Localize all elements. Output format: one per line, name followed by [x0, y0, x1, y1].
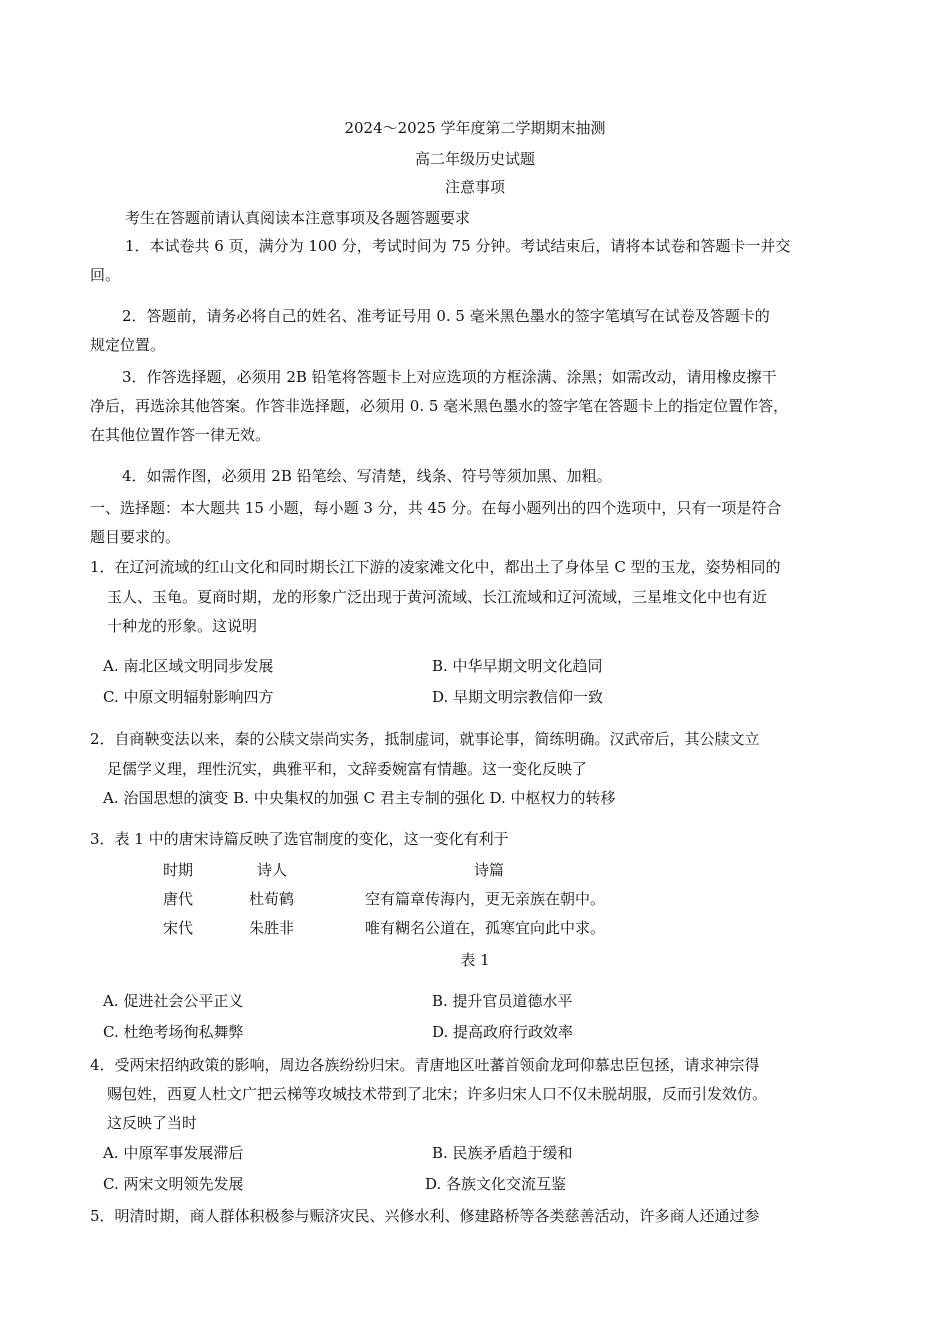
question-1-option-d: D. 早期文明宗教信仰一致 [432, 688, 604, 706]
question-1-text: 1．在辽河流域的红山文化和同时期长江下游的凌家滩文化中，都出土了身体呈 C 型的玉龙，姿势相同的 [90, 558, 781, 576]
question-4-option-c: C. 两宋文明领先发展 [103, 1175, 244, 1193]
exam-title: 2024～2025 学年度第二学期期末抽测 [344, 119, 606, 137]
notice-item-1-cont: 回。 [90, 266, 121, 284]
question-1-option-a: A. 南北区域文明同步发展 [103, 657, 274, 675]
table-header-poet: 诗人 [257, 861, 288, 879]
table-cell: 宋代 [163, 919, 194, 937]
question-2-text-cont: 足儒学义理，理性沉实，典雅平和，文辞委婉富有情趣。这一变化反映了 [107, 760, 588, 778]
notice-intro: 考生在答题前请认真阅读本注意事项及各题答题要求 [125, 209, 471, 227]
exam-subtitle: 高二年级历史试题 [414, 150, 535, 168]
notice-item-3: 3．作答选择题，必须用 2B 铅笔将答题卡上对应选项的方框涂满、涂黑；如需改动，请用橡皮擦干 [122, 368, 777, 386]
notice-item-3-cont2: 在其他位置作答一律无效。 [90, 426, 271, 444]
question-3-option-b: B. 提升官员道德水平 [432, 992, 573, 1010]
question-1-text-cont2: 十种龙的形象。这说明 [107, 617, 258, 635]
table-cell: 杜荀鹤 [249, 890, 295, 908]
question-1-text-cont: 玉人、玉龟。夏商时期，龙的形象广泛出现于黄河流域、长江流域和辽河流域，三星堆文化中也有近 [107, 588, 768, 606]
question-4-text-cont: 赐包姓，西夏人杜文广把云梯等攻城技术带到了北宋；许多归宋人口不仅未脱胡服，反而引发效仿。 [107, 1085, 768, 1103]
question-2-text: 2．自商鞅变法以来，秦的公牍文崇尚实务，抵制虚词，就事论事，简练明确。汉武帝后，其公牍文立 [90, 730, 760, 748]
question-1-option-b: B. 中华早期文明文化趋同 [432, 657, 603, 675]
question-4-text: 4．受两宋招纳政策的影响，周边各族纷纷归宋。青唐地区吐蕃首领俞龙珂仰慕忠臣包拯，请求神宗得 [90, 1056, 760, 1074]
table-header-period: 时期 [163, 861, 194, 879]
question-1-option-c: C. 中原文明辐射影响四方 [103, 688, 274, 706]
question-3-option-a: A. 促进社会公平正义 [103, 992, 244, 1010]
question-4-option-d: D. 各族文化交流互鉴 [425, 1175, 567, 1193]
question-3-option-c: C. 杜绝考场徇私舞弊 [103, 1023, 244, 1041]
table-cell: 唐代 [163, 890, 194, 908]
question-3-text: 3．表 1 中的唐宋诗篇反映了选官制度的变化，这一变化有利于 [90, 830, 509, 848]
section-heading: 一、选择题：本大题共 15 小题，每小题 3 分，共 45 分。在每小题列出的四个选项中，只有一项是符合 [90, 499, 782, 517]
notice-item-2-cont: 规定位置。 [90, 336, 166, 354]
question-4-option-b: B. 民族矛盾趋于缓和 [432, 1144, 573, 1162]
notice-item-1: 1．本试卷共 6 页，满分为 100 分，考试时间为 75 分钟。考试结束后，请将本试卷和答题卡一并交 [125, 237, 791, 255]
question-3-option-d: D. 提高政府行政效率 [432, 1023, 574, 1041]
table-cell: 朱胜非 [249, 919, 295, 937]
notice-item-4: 4．如需作图，必须用 2B 铅笔绘、写清楚，线条、符号等须加黑、加粗。 [122, 467, 612, 485]
notice-item-2: 2．答题前，请务必将自己的姓名、准考证号用 0. 5 毫米黑色墨水的签字笔填写在试卷及答题卡的 [122, 307, 770, 325]
table-header-poem: 诗篇 [474, 861, 505, 879]
question-4-option-a: A. 中原军事发展滞后 [103, 1144, 244, 1162]
table-cell: 唯有糊名公道在，孤寒宜向此中求。 [365, 919, 606, 937]
question-5-text: 5．明清时期，商人群体积极参与赈济灾民、兴修水利、修建路桥等各类慈善活动，许多商人还通过参 [90, 1207, 760, 1225]
question-2-options: A. 治国思想的演变 B. 中央集权的加强 C 君主专制的强化 D. 中枢权力的转移 [103, 789, 616, 807]
notice-item-3-cont: 净后，再选涂其他答案。作答非选择题，必须用 0. 5 毫米黑色墨水的签字笔在答题卡上的指定位置作答， [90, 397, 789, 415]
question-4-text-cont2: 这反映了当时 [107, 1114, 198, 1132]
table-caption: 表 1 [460, 951, 490, 969]
table-cell: 空有篇章传海内，更无亲族在朝中。 [365, 890, 606, 908]
section-heading-cont: 题目要求的。 [90, 528, 181, 546]
notice-title: 注意事项 [444, 178, 505, 196]
